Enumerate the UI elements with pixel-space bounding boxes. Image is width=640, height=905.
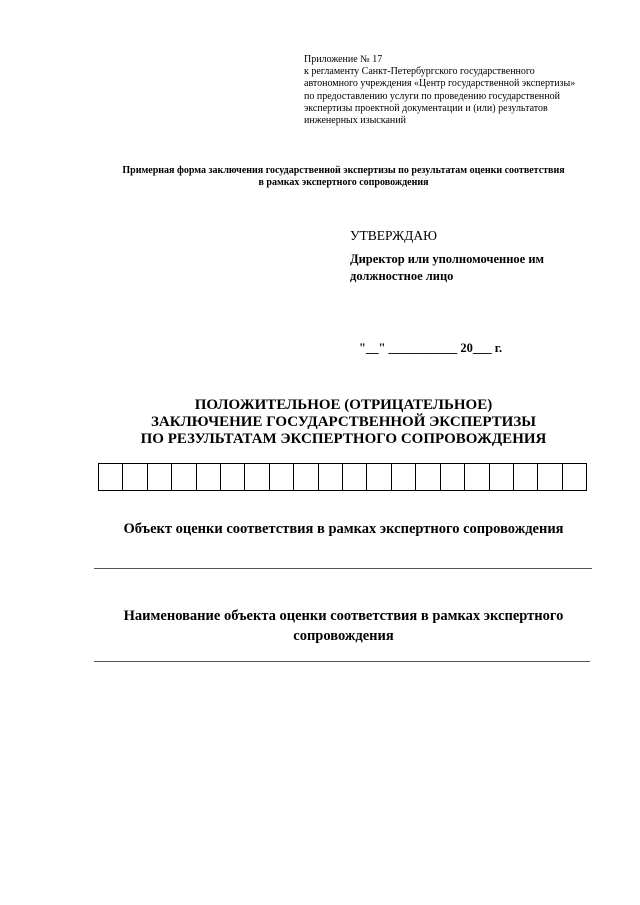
- annex-header: [304, 54, 604, 127]
- number-grid-cell: [294, 464, 318, 490]
- annex-line: Приложение № 17: [304, 54, 383, 65]
- form-title: [96, 165, 591, 189]
- number-grid-cell: [343, 464, 367, 490]
- object-name-fill-line: [94, 661, 590, 662]
- conclusion-title: [96, 397, 591, 448]
- number-grid-cell: [465, 464, 489, 490]
- number-grid-cell: [197, 464, 221, 490]
- conclusion-number-grid: [98, 463, 587, 491]
- conclusion-title-line: ПОЛОЖИТЕЛЬНОЕ (ОТРИЦАТЕЛЬНОЕ): [194, 397, 493, 413]
- number-grid-cell: [123, 464, 147, 490]
- number-grid-cell: [319, 464, 343, 490]
- annex-line: инженерных изысканий: [304, 115, 406, 127]
- number-grid-cell: [367, 464, 391, 490]
- annex-line: экспертизы проектной документации и (или) результатов: [304, 102, 548, 114]
- director-line: должностное лицо: [350, 268, 454, 283]
- number-grid-cell: [99, 464, 123, 490]
- number-grid-cell: [538, 464, 562, 490]
- conclusion-title-line: ПО РЕЗУЛЬТАТАМ ЭКСПЕРТНОГО СОПРОВОЖДЕНИЯ: [140, 431, 547, 447]
- number-grid-cell: [221, 464, 245, 490]
- object-name-heading: [96, 606, 591, 646]
- annex-line: к регламенту Санкт-Петербургского государственного: [304, 66, 535, 78]
- number-grid-cell: [416, 464, 440, 490]
- annex-line: автономного учреждения «Центр государственной экспертизы»: [304, 78, 576, 90]
- approval-date-line: "__" ___________ 20___ г.: [359, 341, 503, 355]
- form-title-line: в рамках экспертного сопровождения: [258, 177, 429, 188]
- approve-label: УТВЕРЖДАЮ: [350, 228, 438, 243]
- object-heading: Объект оценки соответствия в рамках экспертного сопровождения: [123, 521, 564, 537]
- object-name-heading-line: Наименование объекта оценки соответствия в рамках экспертного: [123, 608, 564, 624]
- object-name-heading-line: сопровождения: [293, 628, 394, 644]
- director-signatory: [350, 251, 590, 284]
- number-grid-cell: [563, 464, 587, 490]
- number-grid-cell: [270, 464, 294, 490]
- number-grid-cell: [148, 464, 172, 490]
- annex-line: по предоставлению услуги по проведению государственной: [304, 90, 560, 102]
- object-fill-line: [94, 568, 592, 569]
- conclusion-title-line: ЗАКЛЮЧЕНИЕ ГОСУДАРСТВЕННОЙ ЭКСПЕРТИЗЫ: [151, 414, 536, 430]
- number-grid-cell: [490, 464, 514, 490]
- number-grid-cell: [245, 464, 269, 490]
- director-line: Директор или уполномоченное им: [350, 252, 545, 266]
- number-grid-cell: [172, 464, 196, 490]
- number-grid-cell: [514, 464, 538, 490]
- number-grid-cell: [392, 464, 416, 490]
- number-grid-cell: [441, 464, 465, 490]
- form-title-line: Примерная форма заключения государственной экспертизы по результатам оценки соответствия: [122, 165, 565, 176]
